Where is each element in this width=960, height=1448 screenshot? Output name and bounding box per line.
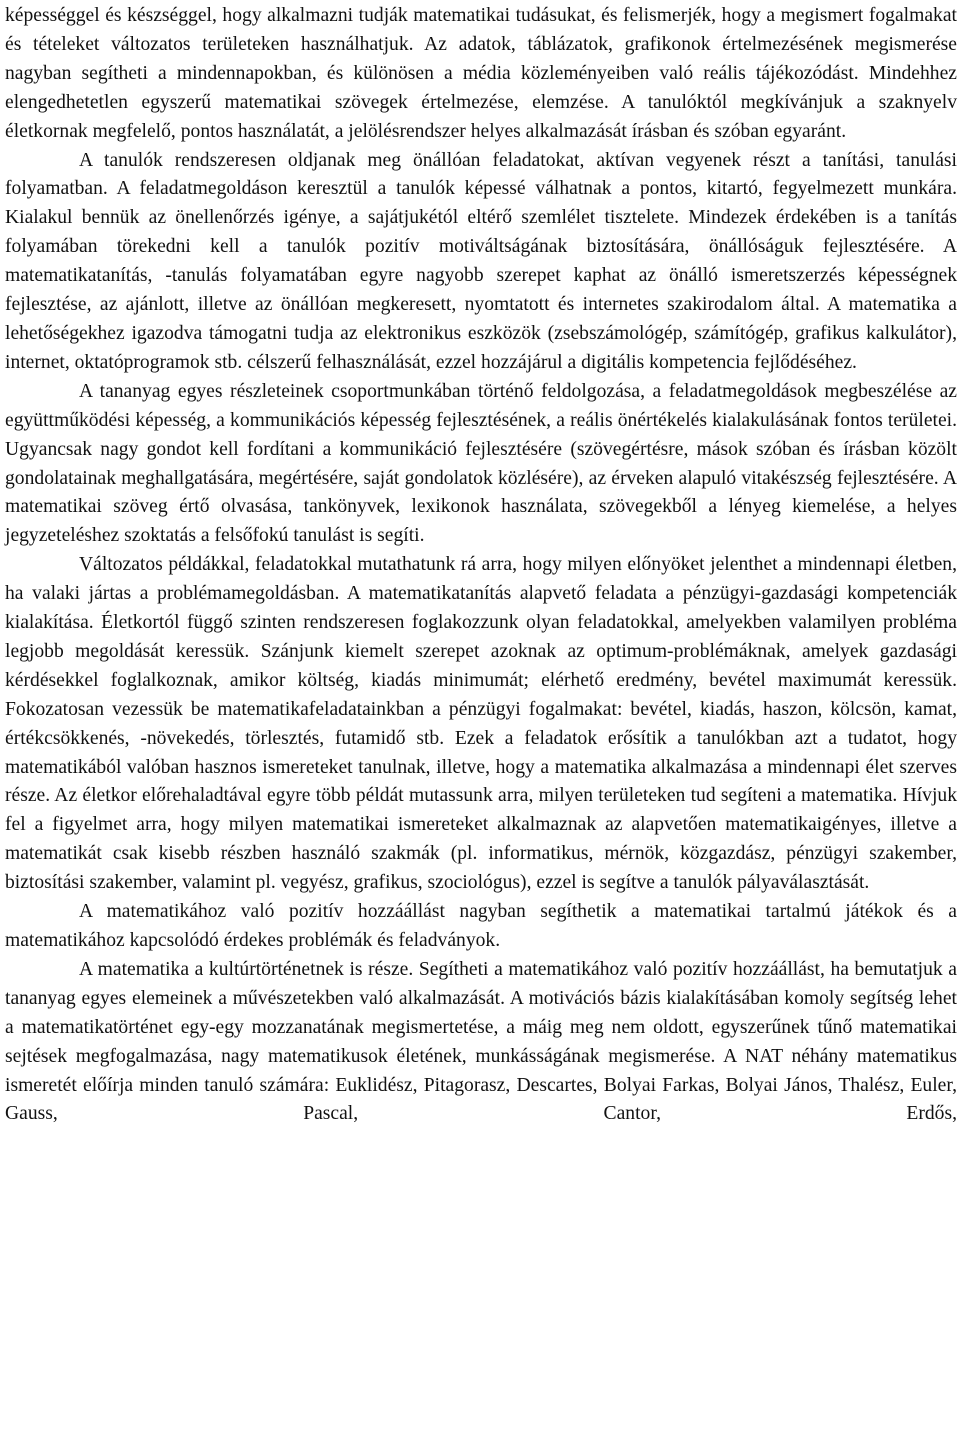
- paragraph-4: Változatos példákkal, feladatokkal mutathatunk rá arra, hogy milyen előnyöket jelenthet a mindennapi életben, ha valaki jártas a problémamegoldásban. A matematikatanítás alapvető feladata a pénzügyi-gazdasági kompetenciák kialakítása. Életkortól függő szinten rendszeresen foglakozzunk olyan feladatokkal, amelyekben valamilyen probléma legjobb megoldását keressük. Szánjunk kiemelt szerepet azoknak az optimum-problémáknak, amelyek gazdasági kérdésekkel foglalkoznak, amikor költség, kiadás minimumát; elérhető eredmény, bevétel maximumát keressük. Fokozatosan vezessük be matematikafeladatainkban a pénzügyi fogalmakat: bevétel, kiadás, haszon, kölcsön, kamat, értékcsökkenés, -növekedés, törlesztés, futamidő stb. Ezek a feladatok erősítik a tanulókban azt a tudatot, hogy matematikából valóban hasznos ismereteket tanulnak, illetve, hogy a matematika alkalmazása a mindennapi élet szerves része. Az életkor előrehaladtával egyre több példát mutassunk arra, milyen területeken tud segíteni a matematika. Hívjuk fel a figyelmet arra, hogy milyen matematikai ismereteket alkalmaznak az alapvetően matematikaigényes, illetve a matematikát csak kisebb részben használó szakmák (pl. informatikus, mérnök, közgazdász, pénzügyi szakember, biztosítási szakember, valamint pl. vegyész, grafikus, szociológus), ezzel is segítve a tanulók pályaválasztását.: [5, 554, 957, 894]
- paragraph-3: A tananyag egyes részleteinek csoportmunkában történő feldolgozása, a feladatmegoldások megbeszélése az együttműködési képesség, a kommunikációs képesség fejlesztésének, a reális önértékelés kialakulásának fontos területei. Ugyancsak nagy gondot kell fordítani a kommunikáció fejlesztésére (szövegértésre, mások szóban és írásban közölt gondolatainak meghallgatására, megértésére, saját gondolatok közlésére), az érveken alapuló vitakészség fejlesztésére. A matematikai szöveg értő olvasása, tankönyvek, lexikonok használata, szövegekből a lényeg kiemelése, a helyes jegyzeteléshez szoktatás a felsőfokú tanulást is segíti.: [5, 380, 957, 547]
- paragraph-5: A matematikához való pozitív hozzáállást nagyban segíthetik a matematikai tartalmú játékok és a matematikához kapcsolódó érdekes problémák és feladványok.: [5, 901, 957, 951]
- paragraph-2: A tanulók rendszeresen oldjanak meg önállóan feladatokat, aktívan vegyenek részt a tanítási, tanulási folyamatban. A feladatmegoldáson keresztül a tanulók képessé válhatnak a pontos, kitartó, fegyelmezett munkára. Kialakul bennük az önellenőrzés igénye, a sajátjukétól eltérő szemlélet tisztelete. Mindezek érdekében is a tanítás folyamában törekedni kell a tanulók pozitív motiváltságának biztosítására, önállóságuk fejlesztésére. A matematikatanítás, -tanulás folyamatában egyre nagyobb szerepet kaphat az önálló ismeretszerzés képességnek fejlesztése, az ajánlott, illetve az önállóan megkeresett, nyomtatott és internetes szakirodalom által. A matematika a lehetőségekhez igazodva támogatni tudja az elektronikus eszközök (zsebszámológép, számítógép, grafikus kalkulátor), internet, oktatóprogramok stb. célszerű felhasználását, ezzel hozzájárul a digitális kompetencia fejlődéséhez.: [5, 149, 957, 373]
- document-page: [5, 2, 957, 1129]
- paragraph-1: képességgel és készséggel, hogy alkalmazni tudják matematikai tudásukat, és felismerjék, hogy a megismert fogalmakat és tételeket változatos területeken használhatjuk. Az adatok, táblázatok, grafikonok értelmezésének megismerése nagyban segítheti a mindennapokban, és különösen a média közleményeiben való reális tájékozódást. Mindehhez elengedhetetlen egyszerű matematikai szövegek értelmezése, elemzése. A tanulóktól megkívánjuk a szaknyelv életkornak megfelelő, pontos használatát, a jelölésrendszer helyes alkalmazását írásban és szóban egyaránt.: [5, 5, 957, 142]
- paragraph-6: A matematika a kultúrtörténetnek is része. Segítheti a matematikához való pozitív hozzáállást, ha bemutatjuk a tananyag egyes elemeinek a művészetekben való alkalmazását. A motivációs bázis kialakításában komoly segítség lehet a matematikatörténet egy-egy mozzanatának megismertetése, a máig meg nem oldott, egyszerűnek tűnő matematikai sejtések megfogalmazása, nagy matematikusok életének, munkásságának megismerése. A NAT néhány matematikus ismeretét előírja minden tanuló számára: Euklidész, Pitagorasz, Descartes, Bolyai Farkas, Bolyai János, Thalész, Euler, Gauss, Pascal, Cantor, Erdős,: [5, 958, 957, 1125]
